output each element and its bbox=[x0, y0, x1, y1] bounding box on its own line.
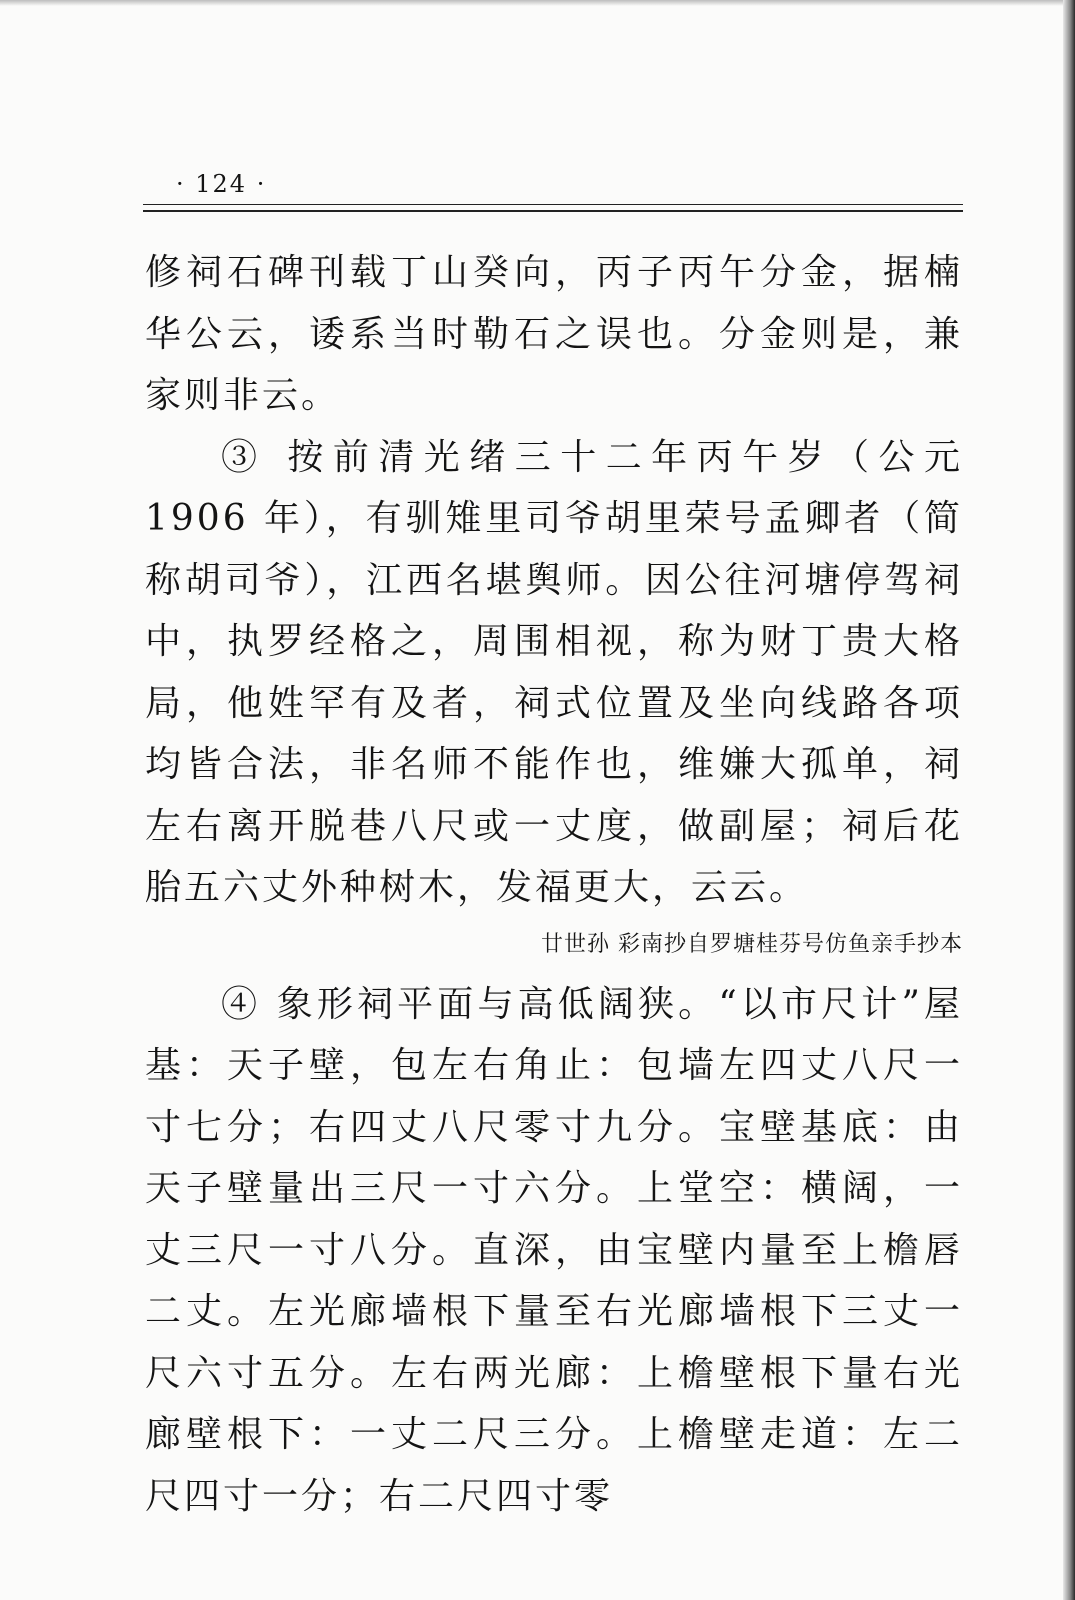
header-rule-thick bbox=[143, 210, 963, 212]
page-body bbox=[145, 242, 963, 1527]
paragraph-note-4: ④ 象形祠平面与高低阔狭。“以市尺计”屋基：天子壁，包左右角止：包墙左四丈八尺一寸七分；右四丈八尺零寸九分。宝壁基底：由天子壁量出三尺一寸六分。上堂空：横阔，一丈三尺一寸八分。直深，由宝壁内量至上檐唇二丈。左光廊墙根下量至右光廊墙根下三丈一尺六寸五分。左右两光廊：上檐壁根下量右光廊壁根下：一丈二尺三分。上檐壁走道：左二尺四寸一分；右二尺四寸零 bbox=[145, 983, 963, 1517]
header-rule-thin bbox=[143, 204, 963, 205]
scan-top-edge bbox=[0, 0, 1075, 6]
attribution-line: 廿世孙 彩南抄自罗塘桂芬号仿鱼亲手抄本 bbox=[541, 931, 963, 957]
paragraph-note-3: ③ 按前清光绪三十二年丙午岁（公元 1906 年），有驯雉里司爷胡里荣号孟卿者（简称胡司爷），江西名堪舆师。因公往河塘停驾祠中，执罗经格之，周围相视，称为财丁贵大格局，他姓罕有及者，祠式位置及坐向线路各项均皆合法，非名师不能作也，维嫌大孤单，祠左右离开脱巷八尺或一丈度，做副屋；祠后花胎五六丈外种树木，发福更大，云云。 bbox=[145, 436, 963, 908]
scan-right-edge bbox=[1063, 0, 1075, 1600]
page-number: · 124 · bbox=[176, 170, 267, 198]
paragraph-continued: 修祠石碑刊载丁山癸向，丙子丙午分金，据楠华公云，诿系当时勒石之误也。分金则是，兼家则非云。 bbox=[145, 252, 963, 416]
